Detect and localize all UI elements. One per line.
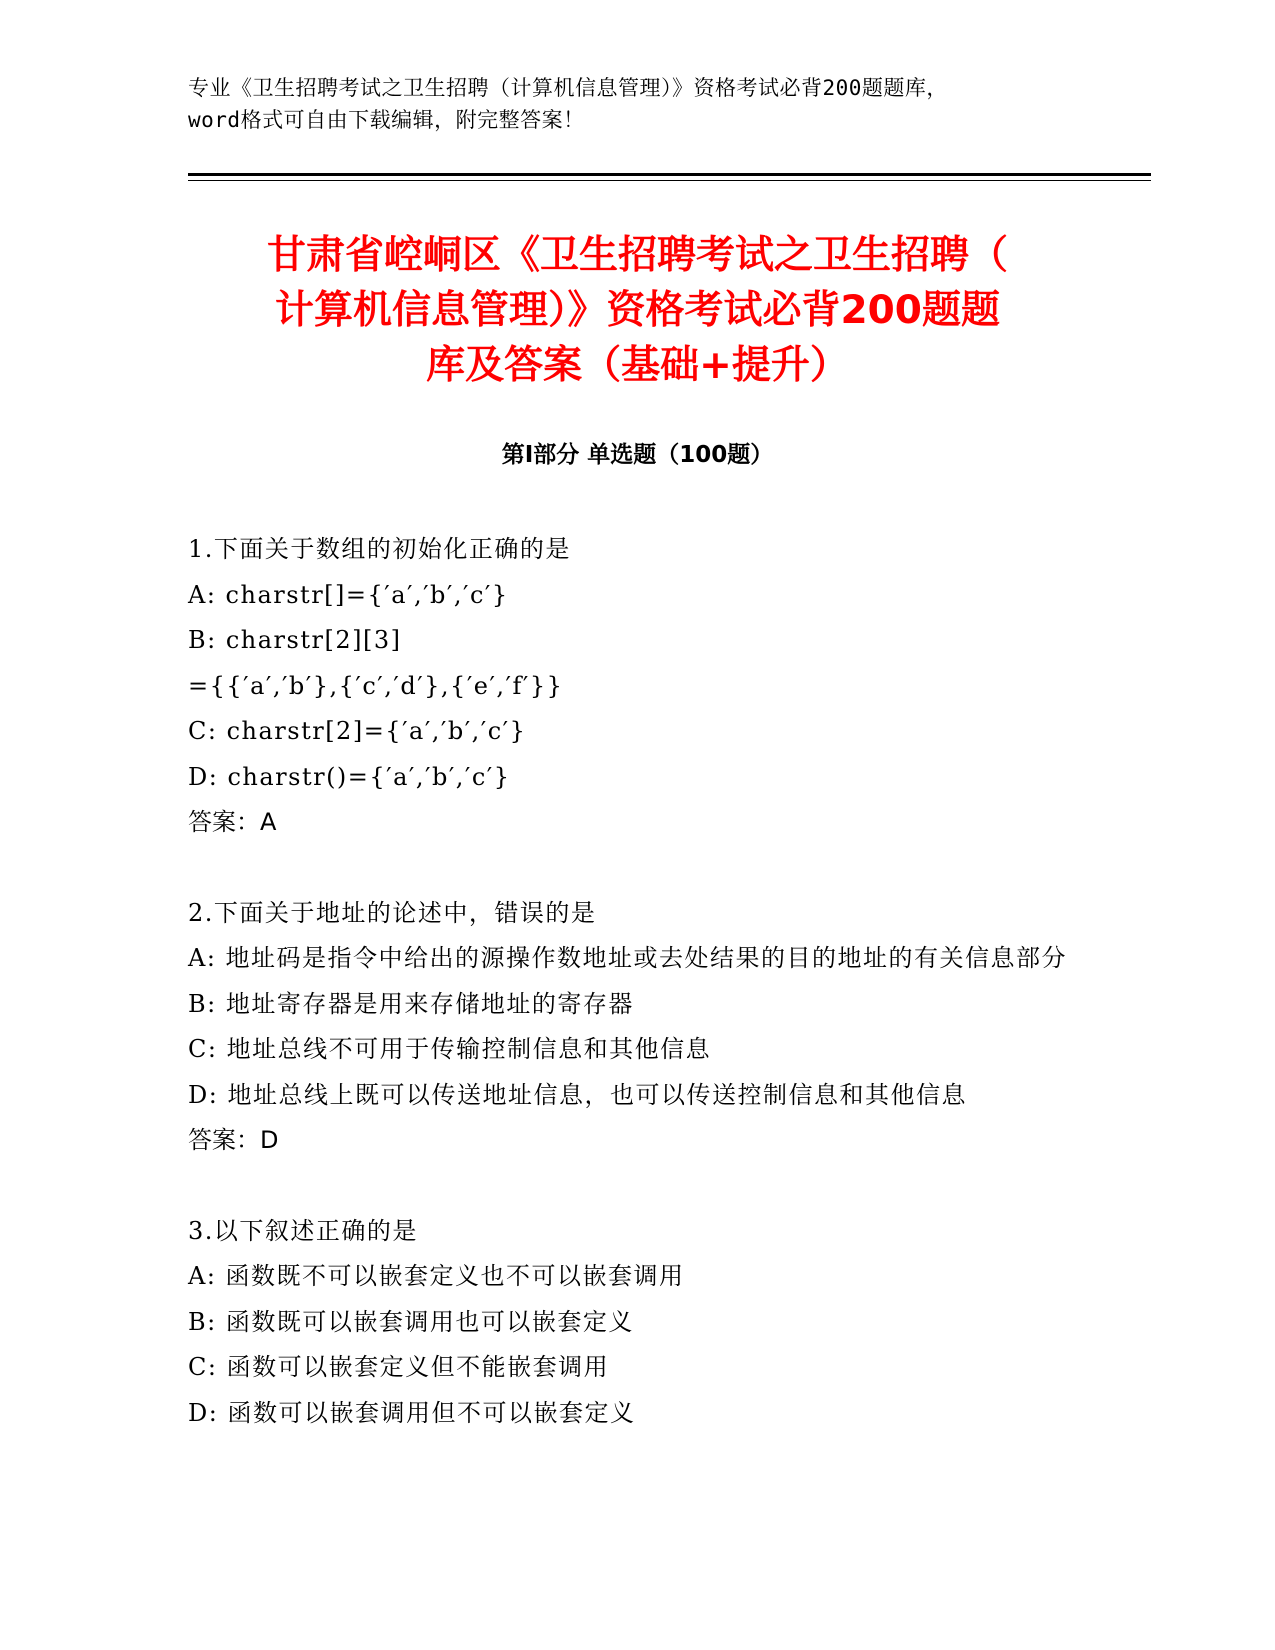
title-line-2: 计算机信息管理）》资格考试必背200题题 bbox=[275, 288, 1000, 333]
title-line-1: 甘肃省崆峒区《卫生招聘考试之卫生招聘（ bbox=[266, 233, 1008, 278]
header-divider-thick bbox=[188, 173, 1151, 176]
intro-line-2: word格式可自由下载编辑，附完整答案！ bbox=[188, 108, 585, 132]
option-d: D: 地址总线上既可以传送地址信息，也可以传送控制信息和其他信息 bbox=[188, 1080, 967, 1109]
option-c: C: 地址总线不可用于传输控制信息和其他信息 bbox=[188, 1035, 712, 1063]
option-c: C: 函数可以嵌套定义但不能嵌套调用 bbox=[188, 1353, 610, 1381]
answer: 答案：A bbox=[188, 808, 277, 836]
option-a: A: 地址码是指令中给出的源操作数地址或去处结果的目的地址的有关信息部分 bbox=[188, 944, 1068, 972]
question-stem: 3.以下叙述正确的是 bbox=[188, 1216, 418, 1245]
option-d: D: 函数可以嵌套调用但不可以嵌套定义 bbox=[188, 1398, 636, 1427]
question-2 bbox=[188, 891, 1068, 1164]
document-intro bbox=[188, 72, 1088, 136]
intro-line-1: 专业《卫生招聘考试之卫生招聘（计算机信息管理）》资格考试必背200题题库， bbox=[188, 76, 948, 100]
question-list bbox=[188, 527, 1068, 1481]
option-c: C: charstr[2]={′a′,′b′,′c′} bbox=[188, 717, 527, 745]
section-heading: 第Ⅰ部分 单选题（100题） bbox=[501, 442, 774, 468]
answer: 答案：D bbox=[188, 1126, 279, 1154]
header-divider-thin bbox=[188, 180, 1151, 181]
option-a: A: 函数既不可以嵌套定义也不可以嵌套调用 bbox=[188, 1262, 685, 1290]
option-b: B: charstr[2][3] bbox=[188, 626, 402, 654]
title-line-3: 库及答案（基础+提升） bbox=[426, 343, 849, 388]
option-b: B: 地址寄存器是用来存储地址的寄存器 bbox=[188, 989, 634, 1018]
option-d: D: charstr()={′a′,′b′,′c′} bbox=[188, 762, 511, 791]
option-a: A: charstr[]={′a′,′b′,′c′} bbox=[188, 580, 509, 609]
option-b-continued: ={{′a′,′b′},{′c′,′d′},{′e′,′f′}} bbox=[188, 671, 564, 700]
question-stem: 1.下面关于数组的初始化正确的是 bbox=[188, 535, 571, 563]
option-b: B: 函数既可以嵌套调用也可以嵌套定义 bbox=[188, 1307, 634, 1336]
question-1 bbox=[188, 527, 1068, 846]
question-3 bbox=[188, 1209, 1068, 1437]
document-title bbox=[150, 228, 1125, 393]
question-stem: 2.下面关于地址的论述中，错误的是 bbox=[188, 898, 597, 927]
